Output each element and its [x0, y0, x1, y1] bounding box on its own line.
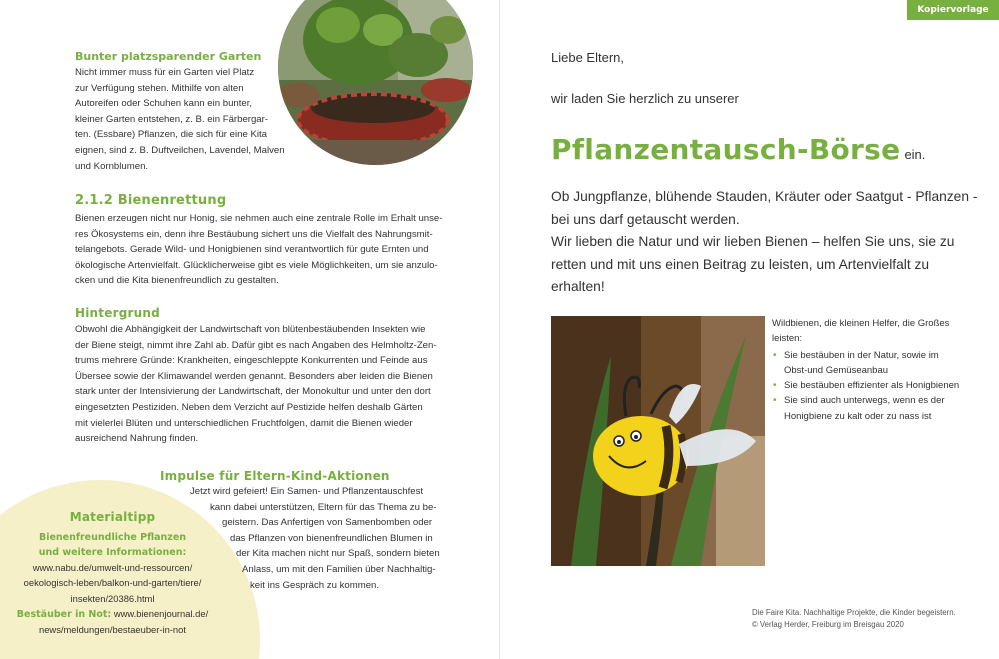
text-line: Anlass, um mit den Familien über Nachhaltig-	[242, 563, 436, 575]
text-line: der Kita machen nicht nur Spaß, sondern bieten	[236, 548, 440, 560]
background-text	[75, 322, 485, 447]
bee-caption	[772, 316, 987, 424]
text-line: stark unter der Intensivierung der Landwirtschaft, der Monokultur und unter den dort	[75, 386, 431, 398]
section-heading: Impulse für Eltern-Kind-Aktionen	[160, 469, 390, 483]
page-footer	[752, 607, 992, 630]
impulse-text	[190, 484, 450, 593]
caption-line: Sie sind auch unterwegs, wenn es der	[784, 395, 945, 407]
text-line: und Kornblumen.	[75, 160, 149, 172]
caption-line: Wildbienen, die kleinen Helfer, die Großes	[772, 318, 950, 329]
caption-line: Obst-und Gemüseanbau	[784, 364, 889, 376]
text-line: Jetzt wird gefeiert! Ein Samen- und Pflanzentauschfest	[190, 486, 424, 497]
text-line: res Ökosystems ein, denn ihre Bestäubung sichert uns die Vielfalt des Nahrungsmit-	[75, 228, 433, 240]
caption-line: leisten:	[772, 333, 803, 345]
text-line: Obwohl die Abhängigkeit der Landwirtschaft von blütenbestäubenden Insekten wie	[75, 324, 426, 335]
text-line: eignen, sind z. B. Duftveilchen, Lavendel, Malven	[75, 144, 285, 156]
text-line: keit ins Gespräch zu kommen.	[250, 579, 380, 591]
bee-rescue-section	[75, 193, 485, 289]
copy-template-badge: Kopiervorlage	[907, 0, 999, 20]
material-tip-subtitle: und weitere Informationen:	[38, 547, 187, 558]
text-line: geistern. Das Anfertigen von Samenbomben oder	[222, 517, 433, 529]
greeting: Liebe Eltern,	[551, 50, 624, 65]
link-line[interactable]: oekologisch-leben/balkon-und-garten/tiere/	[23, 577, 202, 589]
bullet-icon: •	[773, 395, 777, 407]
text-line: retten und mit uns einen Beitrag zu leisten, um Artenvielfalt zu	[551, 256, 930, 272]
text-line: Bienen erzeugen nicht nur Honig, sie nehmen auch eine zentrale Rolle im Erhalt unse-	[75, 213, 443, 224]
text-line: das Pflanzen von bienenfreundlichen Blumen in	[230, 532, 433, 544]
text-line: kann dabei unterstützen, Eltern für das Thema zu be-	[210, 501, 437, 513]
text-line: eingesetzten Pestiziden. Neben dem Verzicht auf Pestizide helfen deshalb Gärten	[75, 401, 423, 413]
text-line: ten. (Essbare) Pflanzen, die sich für eine Kita	[75, 129, 267, 141]
text-line: Wir lieben die Natur und wir lieben Bienen – helfen Sie uns, sie zu	[551, 234, 955, 249]
text-line: Übersee sowie der Klimawandel werden genannt. Besonders aber leiden die Bienen	[75, 370, 433, 382]
invitation-line: wir laden Sie herzlich zu unserer	[551, 91, 739, 106]
nabu-link[interactable]	[0, 560, 225, 606]
link-line[interactable]: insekten/20386.html	[70, 592, 155, 604]
material-tip-heading: Materialtipp	[69, 510, 156, 524]
material-tip	[0, 510, 225, 637]
bestaeuber-label: Bestäuber in Not:	[16, 608, 112, 620]
bienenjournal-link[interactable]	[0, 606, 225, 638]
bee-rescue-text	[75, 211, 485, 289]
garden-heading: Bunter platzsparender Garten	[75, 50, 262, 63]
list-item	[772, 348, 987, 379]
material-tip-subtitle: Bienenfreundliche Pflanzen	[38, 532, 187, 543]
text-line: erhalten!	[551, 279, 605, 294]
right-page	[500, 0, 999, 659]
footer-line: Die Faire Kita. Nachhaltige Projekte, die Kinder begeistern.	[752, 608, 956, 617]
list-item	[772, 378, 987, 393]
bee-facts-list	[772, 348, 987, 424]
text-line: der Biene steigt, nimmt ihre Zahl ab. Dafür gibt es nach Angaben des Helmholtz-Zen-	[75, 339, 437, 351]
link-line[interactable]	[0, 606, 225, 622]
text-line: telangebots. Gerade Wild- und Honigbienen sind verantwortlich für gute Ernten und	[75, 244, 429, 256]
list-item	[772, 393, 987, 424]
section-heading: Hintergrund	[75, 306, 160, 320]
text-line: mit vielerlei Blüten und unterschiedlichen Fruchtfolgen, damit die Bienen wieder	[75, 417, 413, 429]
text-line: ausreichend Nahrung finden.	[75, 433, 199, 445]
footer-line: © Verlag Herder, Freiburg im Breisgau 2020	[752, 619, 904, 629]
link-line[interactable]: www.nabu.de/umwelt-und-ressourcen/	[32, 562, 193, 573]
garden-text	[75, 65, 285, 174]
text-line: Nicht immer muss für ein Garten viel Platz	[75, 67, 255, 78]
text-line: Ob Jungpflanze, blühende Stauden, Kräuter oder Saatgut - Pflanzen -	[551, 189, 978, 204]
caption-line: Sie bestäuben in der Natur, sowie im	[784, 349, 939, 361]
title-row	[551, 133, 925, 166]
link-text[interactable]: www.bienenjournal.de/	[113, 607, 209, 619]
text-line: trums mehrere Gründe: Krankheiten, eingeschleppte Konkurrenten und Feinde aus	[75, 355, 428, 367]
link-line[interactable]: news/meldungen/bestaeuber-in-not	[39, 624, 186, 636]
title-suffix: ein.	[904, 147, 926, 162]
page-title: Pflanzentausch-Börse	[551, 133, 901, 166]
text-line: zur Verfügung stehen. Mithilfe von alten	[75, 82, 244, 94]
text-line: cken und die Kita bienenfreundlich zu gestalten.	[75, 275, 279, 287]
bee-figure-photo	[551, 316, 765, 566]
bullet-icon: •	[773, 380, 777, 392]
intro-text	[551, 186, 991, 299]
caption-line: Sie bestäuben effizienter als Honigbienen	[784, 380, 960, 392]
background-section	[75, 306, 485, 447]
caption-line: Honigbiene zu kalt oder zu nass ist	[784, 410, 932, 422]
text-line: Autoreifen oder Schuhen kann ein bunter,	[75, 98, 253, 110]
text-line: ökologische Artenvielfalt. Glücklicherweise gibt es viele Möglichkeiten, um sie anzulo-	[75, 259, 438, 271]
garden-section	[75, 50, 285, 174]
text-line: bei uns darf getauscht werden.	[551, 211, 740, 227]
text-line: kleiner Garten entstehen, z. B. ein Färbergar-	[75, 113, 269, 125]
garden-tire-photo	[278, 0, 473, 165]
bullet-icon: •	[773, 349, 777, 361]
section-heading: 2.1.2 Bienenrettung	[75, 193, 227, 208]
